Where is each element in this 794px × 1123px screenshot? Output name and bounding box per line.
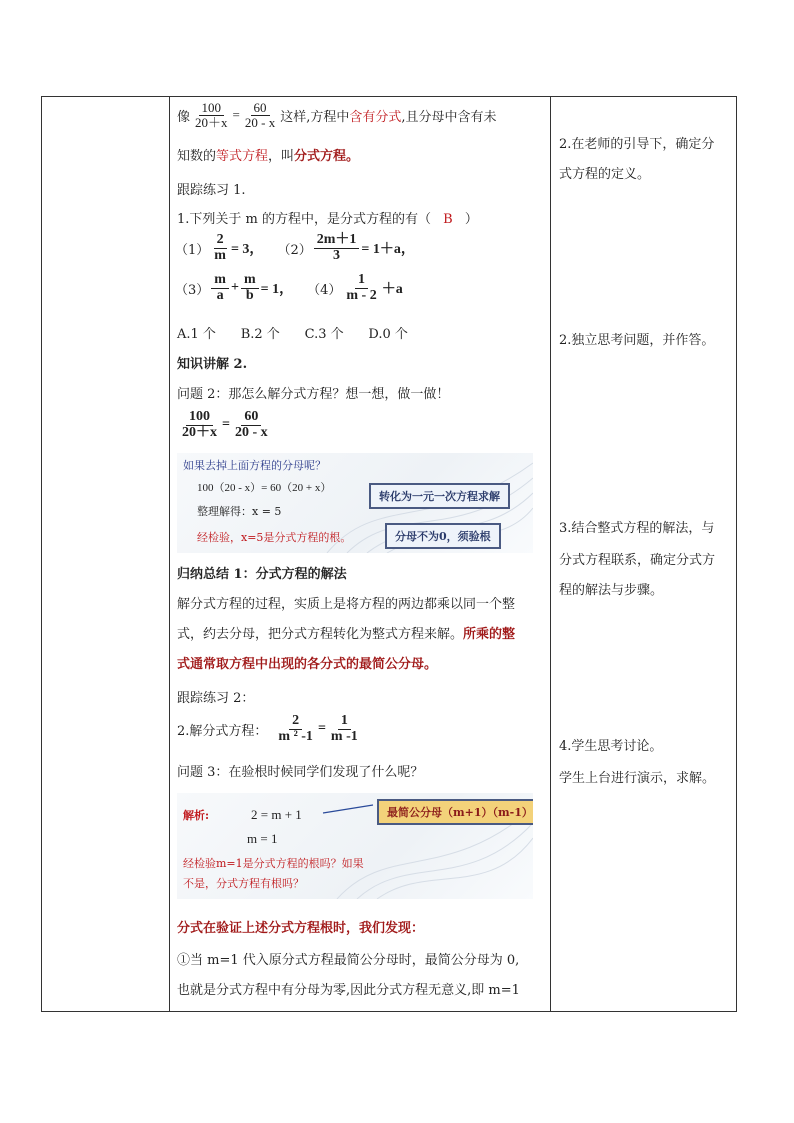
activity-4-line-2: 学生上台进行演示，求解。 <box>559 771 716 786</box>
knowledge-2-title: 知识讲解 2. <box>177 357 248 372</box>
analysis-step-1: 2 = m + 1 <box>251 807 302 822</box>
question-text: 1.下列关于 m 的方程中，是分式方程的有（ <box>177 212 431 227</box>
equals-sign: = <box>317 721 326 737</box>
summary-1-highlight: 式通常取方程中出现的各分式的最简公分母。 <box>177 657 438 672</box>
summary-1-title: 归纳总结 1：分式方程的解法 <box>177 567 347 582</box>
question-text: ） <box>464 212 478 227</box>
option-fraction <box>211 273 229 303</box>
equation-fraction <box>275 714 316 744</box>
option-row-2 <box>175 273 403 303</box>
slide-question: 如果去掉上面方程的分母呢？ <box>183 459 326 472</box>
analysis-label: 解析: <box>183 809 210 822</box>
practice-1-title: 跟踪练习 1. <box>177 183 246 198</box>
fraction-numerator: 100 <box>199 101 225 116</box>
option-rest: = 1＋a， <box>361 242 415 258</box>
option-rest: = 1， <box>260 282 294 298</box>
equation-fraction <box>179 410 220 440</box>
callout-common-denominator: 最简公分母（m+1）（m-1） <box>377 799 533 825</box>
definition-line-2 <box>177 145 359 164</box>
practice-2-question <box>177 714 363 744</box>
fraction-denominator: 20 - x <box>244 114 276 130</box>
option-label: （3） <box>175 282 210 298</box>
fraction-numerator: m <box>211 273 229 289</box>
option-rest: ＋a <box>381 282 403 298</box>
fraction-denominator: 20 - x <box>234 424 268 440</box>
definition-text: ，叫 <box>268 149 295 164</box>
fraction-denominator: m ² -1 <box>278 728 313 744</box>
question-3: 问题 3：在验根时候同学们发现了什么呢？ <box>177 765 424 780</box>
fraction-numerator: 1 <box>338 714 351 730</box>
example-fraction-left <box>192 101 231 129</box>
option-fraction <box>211 233 229 263</box>
analysis-question-1: 经检验m=1是分式方程的根吗？如果 <box>183 857 364 870</box>
solution-slide-image <box>177 453 533 553</box>
activity-4-line-1: 4.学生思考讨论。 <box>559 739 663 754</box>
definition-term: 分式方程。 <box>294 149 360 164</box>
option-fraction <box>241 273 259 303</box>
fraction-denominator: a <box>216 287 224 303</box>
student-activity-column <box>553 97 736 1011</box>
fraction-numerator: m <box>241 273 259 289</box>
equation-fraction <box>328 714 361 744</box>
fraction-numerator: 60 <box>251 101 270 116</box>
activity-3-line-1: 3.结合整式方程的解法，与 <box>559 521 715 536</box>
definition-line-1 <box>177 101 497 129</box>
option-label: （4） <box>307 282 342 298</box>
fraction-denominator: m - 2 <box>346 287 377 303</box>
definition-highlight: 等式方程 <box>216 149 269 164</box>
option-label: （2） <box>277 242 312 258</box>
definition-text: ,且分母中含有未 <box>401 109 497 125</box>
slide-step-2: 整理解得：x = 5 <box>197 505 282 518</box>
practice-2-title: 跟踪练习 2： <box>177 691 255 706</box>
main-column <box>171 97 549 1011</box>
fraction-numerator: 60 <box>241 410 261 426</box>
option-fraction <box>314 233 360 263</box>
analysis-question-2: 不是，分式方程有根吗？ <box>183 877 304 890</box>
fraction-numerator: 2 <box>214 233 227 249</box>
summary-1-line-2 <box>177 623 515 642</box>
question-text: 2.解分式方程： <box>177 723 268 739</box>
fraction-denominator: 20＋x <box>195 114 228 130</box>
activity-2-line-2: 式方程的定义。 <box>559 167 651 182</box>
column-divider-right <box>550 97 551 1011</box>
answer-mark: B <box>443 212 453 227</box>
summary-1-highlight: 所乘的整 <box>463 627 516 642</box>
fraction-denominator: 3 <box>333 247 341 263</box>
definition-highlight: 含有分式 <box>349 109 402 125</box>
practice-1-choices: A.1 个 B.2 个 C.3 个 D.0 个 <box>177 327 408 342</box>
lesson-table <box>41 96 737 1012</box>
definition-text: 知数的 <box>177 149 217 164</box>
fraction-denominator: b <box>245 287 254 303</box>
callout-convert: 转化为一元一次方程求解 <box>369 483 510 509</box>
activity-2b: 2.独立思考问题，并作答。 <box>559 333 715 348</box>
option-label: （1） <box>175 242 210 258</box>
equals-sign: = <box>232 107 240 123</box>
definition-prefix: 像 <box>177 109 191 125</box>
fraction-numerator: 1 <box>355 273 368 289</box>
activity-3-line-3: 程的解法与步骤。 <box>559 583 664 598</box>
plus-sign: + <box>230 280 239 296</box>
finding-line-1: ①当 m=1 代入原分式方程最简公分母时，最简公分母为 0, <box>177 953 520 968</box>
summary-1-text: 式，约去分母，把分式方程转化为整式方程来解。 <box>177 627 464 642</box>
equation-display <box>177 410 273 440</box>
finding-title: 分式在验证上述分式方程根时，我们发现： <box>177 921 425 936</box>
summary-1-text: 解分式方程的过程，实质上是将方程的两边都乘以同一个整 <box>177 597 516 612</box>
column-divider-left <box>169 97 170 1011</box>
practice-1-question <box>177 208 478 227</box>
fraction-denominator: 20＋x <box>182 424 217 440</box>
option-row-1 <box>175 233 415 263</box>
definition-text: 这样,方程中 <box>280 109 350 125</box>
option-fraction <box>343 273 379 303</box>
analysis-step-2: m = 1 <box>247 831 278 846</box>
fraction-numerator: 2m＋1 <box>314 233 360 249</box>
analysis-slide-image <box>177 793 533 899</box>
equation-fraction <box>232 410 271 440</box>
fraction-numerator: 100 <box>186 410 213 426</box>
equals-sign: = <box>222 417 230 433</box>
question-2: 问题 2：那怎么解分式方程？想一想，做一做！ <box>177 387 450 402</box>
activity-2-line-1: 2.在老师的引导下，确定分 <box>559 137 715 152</box>
activity-3-line-2: 分式方程联系，确定分式方 <box>559 553 716 568</box>
slide-conclusion: 经检验，x=5是分式方程的根。 <box>197 531 352 544</box>
fraction-denominator: m -1 <box>330 728 358 744</box>
finding-line-2: 也就是分式方程中有分母为零,因此分式方程无意义,即 m=1 <box>177 983 520 998</box>
slide-step-1: 100（20 - x）= 60（20 + x） <box>197 482 332 494</box>
fraction-numerator: 2 <box>289 714 302 730</box>
callout-check-root: 分母不为0，须验根 <box>385 523 501 549</box>
example-fraction-right <box>242 101 278 129</box>
fraction-denominator: m <box>214 247 226 263</box>
option-rest: = 3， <box>230 242 264 258</box>
